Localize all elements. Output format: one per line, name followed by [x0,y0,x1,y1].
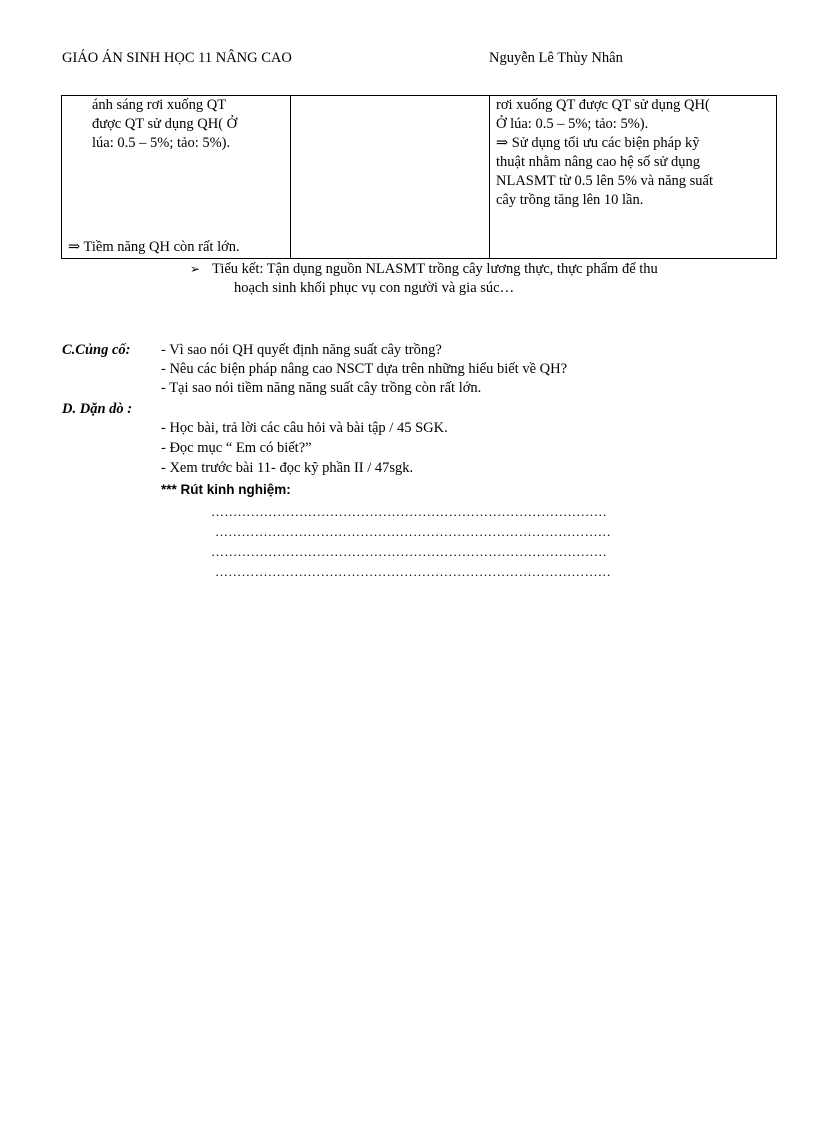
document-title: GIÁO ÁN SINH HỌC 11 NÂNG CAO [62,50,292,66]
list-item: - Vì sao nói QH quyết định năng suất cây trồng? [161,342,442,358]
dotted-line: ……………………………………………………………………………… [215,524,611,539]
summary-block [190,260,765,298]
cell-line: Ở lúa: 0.5 – 5%; tảo: 5%). [496,116,649,132]
cell-line: ánh sáng rơi xuống QT [92,97,227,113]
cell-line: được QT sử dụng QH( Ở [92,116,238,132]
lesson-table [61,95,777,259]
summary-line: hoạch sinh khối phục vụ con người và gia súc… [234,280,515,296]
table-cell-teacher [62,96,291,259]
list-item: - Xem trước bài 11- đọc kỹ phần II / 47sgk. [161,460,414,476]
page-header [62,49,762,69]
table-cell-activity [291,96,490,259]
list-item: - Học bài, trả lời các câu hỏi và bài tập / 45 SGK. [161,420,448,436]
dotted-line: ……………………………………………………………………………… [211,504,607,519]
section-heading-cung-co: C.Củng cố: [62,342,131,358]
conclusion-note: ⇒ Tiềm năng QH còn rất lớn. [68,239,240,255]
section-heading-dan-do: D. Dặn dò : [62,401,133,417]
dotted-line: ……………………………………………………………………………… [211,544,607,559]
cell-line: NLASMT từ 0.5 lên 5% và năng suất [496,173,714,189]
cell-line: cây trồng tăng lên 10 lần. [496,192,644,208]
cell-line: rơi xuống QT được QT sử dụng QH( [496,97,710,113]
arrow-bullet-icon: ➢ [190,262,201,276]
list-item: - Nêu các biện pháp nâng cao NSCT dựa trên những hiểu biết về QH? [161,361,568,377]
dotted-line: ……………………………………………………………………………… [215,564,611,579]
cell-line: ⇒ Sử dụng tối ưu các biện pháp kỹ [496,135,700,151]
table-row [62,96,777,259]
cell-line: lúa: 0.5 – 5%; tảo: 5%). [92,135,231,151]
summary-line: Tiểu kết: Tận dụng nguồn NLASMT trồng cây lương thực, thực phẩm để thu [212,261,658,277]
author-name: Nguyễn Lê Thùy Nhân [489,50,623,66]
table-cell-content [490,96,777,259]
list-item: - Tại sao nói tiềm năng năng suất cây trồng còn rất lớn. [161,380,482,396]
section-heading-rut-kinh-nghiem: *** Rút kinh nghiệm: [161,482,291,497]
list-item: - Đọc mục “ Em có biết?” [161,440,312,456]
cell-line: thuật nhằm nâng cao hệ số sử dụng [496,154,700,170]
